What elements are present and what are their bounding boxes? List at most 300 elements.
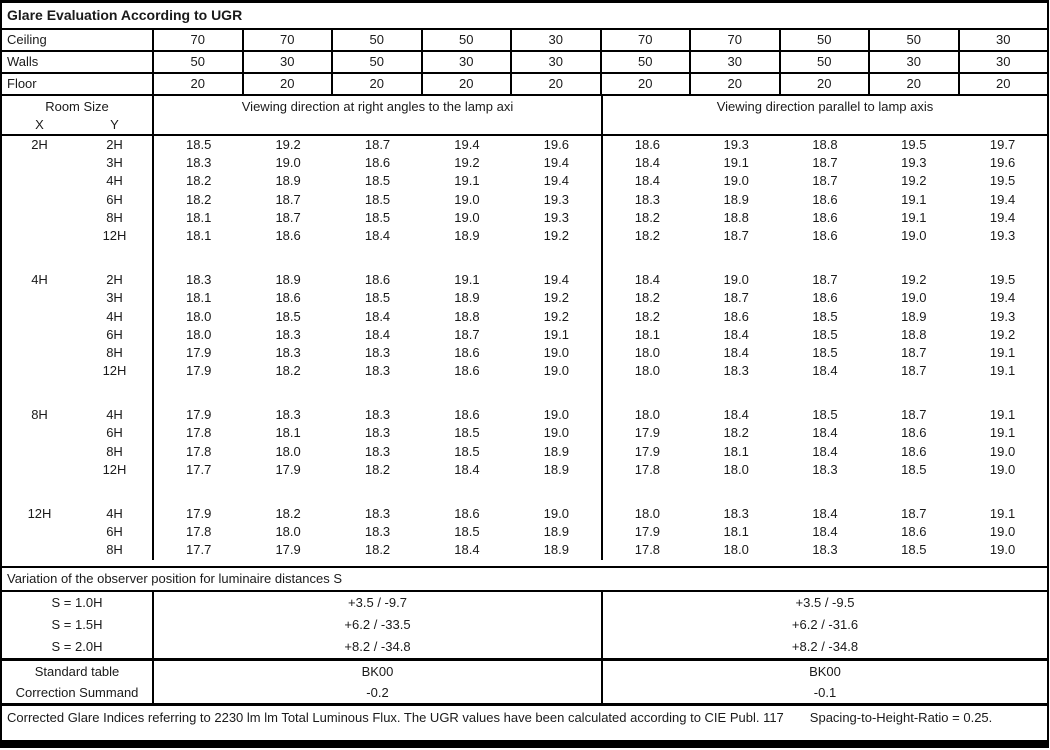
- ugr-value-cell: 18.1: [634, 326, 661, 342]
- ugr-value-cell: 18.8: [812, 137, 838, 152]
- ugr-value-cell: 19.4: [989, 191, 1016, 207]
- room-size-cell: [2, 154, 154, 172]
- room-x-label: [2, 209, 77, 227]
- gap-cell: [2, 479, 154, 505]
- ugr-value-cell: 18.4: [723, 344, 749, 360]
- room-size-cell: [2, 541, 154, 559]
- gap-cell: [154, 380, 603, 406]
- ugr-row: [2, 344, 1047, 362]
- ugr-value-cell: 18.9: [454, 290, 480, 306]
- ugr-value-cell: 18.1: [723, 524, 749, 540]
- ugr-value-cell: 18.0: [186, 326, 212, 342]
- ugr-value-cell: 18.6: [454, 344, 480, 360]
- room-size-cell: [2, 443, 154, 461]
- ugr-row: [2, 406, 1047, 424]
- surface-value-cell: 20: [512, 74, 602, 94]
- ugr-value-cell: 19.0: [723, 173, 749, 189]
- ugr-values-left: [154, 406, 603, 424]
- ugr-value-cell: 18.5: [186, 137, 212, 152]
- ugr-values-left: [154, 308, 603, 326]
- surface-row-label: Ceiling: [2, 30, 154, 50]
- ugr-value-cell: 19.3: [543, 191, 569, 207]
- variation-rows: [2, 592, 1047, 661]
- ugr-value-cell: 18.1: [186, 227, 212, 243]
- ugr-value-cell: 18.4: [634, 272, 661, 288]
- ugr-value-cell: 18.1: [723, 443, 749, 459]
- ugr-value-cell: 19.3: [723, 137, 749, 152]
- ugr-row: [2, 362, 1047, 380]
- ugr-values-left: [154, 344, 603, 362]
- surface-value-cell: 70: [154, 30, 244, 50]
- surface-value-cell: 70: [691, 30, 781, 50]
- room-x-label: [2, 424, 77, 442]
- ugr-value-cell: 19.1: [901, 209, 927, 225]
- ugr-row: [2, 172, 1047, 190]
- ugr-value-cell: 17.7: [186, 461, 212, 477]
- gap-cell: [603, 245, 1047, 271]
- ugr-value-cell: 19.0: [989, 443, 1016, 459]
- ugr-value-cell: 18.6: [454, 506, 480, 521]
- ugr-value-cell: 18.4: [634, 173, 661, 189]
- ugr-value-cell: 18.2: [364, 542, 391, 558]
- ugr-value-cell: 19.7: [989, 137, 1016, 152]
- ugr-value-cell: 18.2: [634, 308, 661, 324]
- room-size-cell: [2, 172, 154, 190]
- spacing-ratio-text: Spacing-to-Height-Ratio = 0.25.: [809, 709, 993, 725]
- room-x-label: [2, 289, 77, 307]
- ugr-row: [2, 191, 1047, 209]
- ugr-value-cell: 18.5: [901, 461, 927, 477]
- room-x-label: [2, 461, 77, 479]
- ugr-value-cell: 19.4: [543, 272, 569, 288]
- ugr-value-cell: 19.1: [989, 407, 1016, 423]
- ugr-values-right: [603, 154, 1047, 172]
- ugr-value-cell: 17.9: [634, 524, 661, 540]
- room-size-cell: [2, 505, 154, 523]
- ugr-value-cell: 18.4: [812, 524, 838, 540]
- room-size-cell: [2, 227, 154, 245]
- ugr-value-cell: 18.8: [723, 209, 749, 225]
- ugr-value-cell: 19.1: [543, 326, 569, 342]
- room-size-cell: [2, 308, 154, 326]
- ugr-values-right: [603, 406, 1047, 424]
- room-x-label: [2, 326, 77, 344]
- ugr-value-cell: 18.4: [454, 461, 480, 477]
- ugr-value-cell: 18.3: [812, 461, 838, 477]
- ugr-value-cell: 18.7: [812, 173, 838, 189]
- variation-row-right-value: +3.5 / -9.5: [795, 594, 855, 610]
- ugr-value-cell: 18.3: [364, 344, 391, 360]
- ugr-value-cell: 18.2: [275, 506, 301, 521]
- ugr-value-cell: 19.2: [275, 137, 301, 152]
- ugr-value-cell: 18.2: [186, 191, 212, 207]
- ugr-row: [2, 227, 1047, 245]
- ugr-value-cell: 17.8: [186, 425, 212, 441]
- ugr-value-cell: 17.9: [186, 506, 212, 521]
- ugr-values-right: [603, 424, 1047, 442]
- ugr-value-cell: 18.6: [454, 407, 480, 423]
- ugr-values-left: [154, 172, 603, 190]
- x-header-label: X: [35, 117, 44, 132]
- viewing-direction-parallel-heading: Viewing direction parallel to lamp axis: [716, 99, 934, 114]
- surface-row: [2, 52, 1047, 74]
- surface-value-cell: 30: [244, 52, 334, 72]
- column-header-row: [2, 96, 1047, 136]
- surface-value-cell: 20: [423, 74, 513, 94]
- surface-value-cell: 50: [781, 30, 871, 50]
- room-y-label: 8H: [106, 344, 123, 360]
- ugr-values-right: [603, 344, 1047, 362]
- variation-row: [2, 592, 1047, 614]
- room-x-label: [2, 154, 77, 172]
- table-title: Glare Evaluation According to UGR: [2, 3, 1047, 30]
- gap-cell: [154, 245, 603, 271]
- surface-value-cell: 50: [781, 52, 871, 72]
- summary-row-right-value: -0.1: [813, 684, 837, 700]
- ugr-value-cell: 18.3: [186, 272, 212, 288]
- ugr-value-cell: 19.4: [543, 173, 569, 189]
- ugr-value-cell: 19.3: [989, 308, 1016, 324]
- ugr-value-cell: 18.9: [543, 542, 569, 558]
- surface-value-cell: 50: [333, 30, 423, 50]
- room-size-cell: [2, 424, 154, 442]
- ugr-value-cell: 19.4: [543, 155, 569, 171]
- ugr-value-cell: 19.4: [989, 290, 1016, 306]
- ugr-value-cell: 19.2: [901, 173, 927, 189]
- ugr-value-cell: 18.9: [454, 227, 480, 243]
- ugr-value-cell: 18.9: [543, 443, 569, 459]
- room-x-label: [2, 344, 77, 362]
- footer-note: [2, 706, 1047, 740]
- ugr-value-cell: 19.0: [901, 290, 927, 306]
- room-size-cell: [2, 136, 154, 154]
- surface-value-cell: 50: [602, 52, 692, 72]
- ugr-value-cell: 17.8: [186, 524, 212, 540]
- variation-row-right-value: +8.2 / -34.8: [791, 638, 859, 654]
- ugr-value-cell: 18.5: [812, 407, 838, 423]
- ugr-value-cell: 18.2: [634, 209, 661, 225]
- ugr-value-cell: 18.6: [812, 290, 838, 306]
- variation-heading: Variation of the observer position for luminaire distances S: [2, 568, 1047, 592]
- ugr-value-cell: 18.1: [186, 290, 212, 306]
- ugr-values-body: [2, 136, 1047, 568]
- ugr-value-cell: 19.2: [543, 290, 569, 306]
- surface-row-label: Walls: [2, 52, 154, 72]
- room-x-label: [2, 541, 77, 559]
- room-y-label: 4H: [106, 173, 123, 189]
- surface-value-cell: 30: [691, 52, 781, 72]
- ugr-value-cell: 18.9: [543, 461, 569, 477]
- ugr-value-cell: 18.7: [723, 227, 749, 243]
- room-size-cell: [2, 344, 154, 362]
- ugr-values-right: [603, 461, 1047, 479]
- ugr-value-cell: 19.2: [543, 227, 569, 243]
- ugr-values-right: [603, 172, 1047, 190]
- ugr-value-cell: 18.7: [901, 506, 927, 521]
- ugr-value-cell: 18.5: [275, 308, 301, 324]
- ugr-value-cell: 19.1: [989, 344, 1016, 360]
- room-size-cell: [2, 362, 154, 380]
- ugr-value-cell: 18.3: [364, 443, 391, 459]
- room-size-cell: [2, 191, 154, 209]
- ugr-value-cell: 17.9: [634, 443, 661, 459]
- surface-value-cell: 30: [870, 52, 960, 72]
- ugr-value-cell: 18.6: [812, 191, 838, 207]
- room-size-header: [2, 96, 154, 134]
- ugr-value-cell: 18.0: [634, 506, 661, 521]
- summary-row-left-value: -0.2: [154, 682, 603, 703]
- y-header-label: Y: [110, 117, 119, 132]
- ugr-value-cell: 18.6: [812, 209, 838, 225]
- ugr-value-cell: 18.9: [901, 308, 927, 324]
- surface-value-cell: 20: [996, 76, 1011, 91]
- surface-value-cell: 70: [602, 30, 692, 50]
- ugr-value-cell: 18.5: [454, 443, 480, 459]
- ugr-values-left: [154, 227, 603, 245]
- variation-row: [2, 614, 1047, 636]
- room-size-cell: [2, 523, 154, 541]
- room-y-label: 8H: [106, 443, 123, 459]
- room-y-label: 8H: [106, 542, 123, 558]
- ugr-value-cell: 18.0: [723, 542, 749, 558]
- summary-row-left-value: BK00: [154, 661, 603, 682]
- ugr-values-right: [603, 209, 1047, 227]
- gap-cell: [603, 479, 1047, 505]
- ugr-value-cell: 19.0: [454, 209, 480, 225]
- ugr-value-cell: 19.2: [454, 155, 480, 171]
- variation-row-label: S = 1.0H: [2, 592, 154, 614]
- room-y-label: 12H: [102, 461, 127, 477]
- ugr-row: [2, 209, 1047, 227]
- ugr-value-cell: 19.3: [989, 227, 1016, 243]
- ugr-value-cell: 18.4: [364, 308, 391, 324]
- ugr-value-cell: 18.5: [454, 425, 480, 441]
- ugr-values-left: [154, 271, 603, 289]
- variation-row-label: S = 1.5H: [2, 614, 154, 636]
- ugr-values-right: [603, 136, 1047, 154]
- ugr-value-cell: 19.0: [989, 461, 1016, 477]
- room-x-label: [2, 227, 77, 245]
- ugr-value-cell: 18.3: [634, 191, 661, 207]
- variation-row-left-value: +8.2 / -34.8: [154, 636, 603, 658]
- ugr-value-cell: 18.5: [454, 524, 480, 540]
- ugr-values-left: [154, 461, 603, 479]
- ugr-values-left: [154, 523, 603, 541]
- room-y-label: 2H: [106, 272, 123, 288]
- ugr-row: [2, 461, 1047, 479]
- ugr-value-cell: 18.0: [275, 524, 301, 540]
- ugr-value-cell: 18.5: [812, 308, 838, 324]
- ugr-value-cell: 19.3: [543, 209, 569, 225]
- ugr-value-cell: 18.6: [634, 137, 661, 152]
- ugr-value-cell: 18.1: [275, 425, 301, 441]
- ugr-value-cell: 18.6: [812, 227, 838, 243]
- ugr-value-cell: 19.1: [723, 155, 749, 171]
- ugr-value-cell: 18.6: [364, 272, 391, 288]
- ugr-value-cell: 17.9: [634, 425, 661, 441]
- ugr-value-cell: 19.1: [989, 425, 1016, 441]
- gap-cell: [2, 380, 154, 406]
- ugr-values-left: [154, 154, 603, 172]
- ugr-value-cell: 19.1: [989, 363, 1016, 379]
- gap-cell: [2, 245, 154, 271]
- ugr-values-right: [603, 227, 1047, 245]
- ugr-value-cell: 18.0: [186, 308, 212, 324]
- room-size-label: Room Size: [45, 99, 109, 114]
- variation-row-right-value: +6.2 / -31.6: [791, 616, 859, 632]
- ugr-value-cell: 17.9: [275, 542, 301, 558]
- ugr-value-cell: 19.2: [989, 326, 1016, 342]
- summary-rows: [2, 661, 1047, 706]
- room-y-label: 6H: [106, 326, 123, 342]
- ugr-row: [2, 289, 1047, 307]
- surface-value-cell: 50: [154, 52, 244, 72]
- ugr-value-cell: 19.0: [989, 542, 1016, 558]
- ugr-value-cell: 18.3: [186, 155, 212, 171]
- ugr-value-cell: 18.4: [812, 425, 838, 441]
- ugr-value-cell: 17.8: [186, 443, 212, 459]
- room-size-cell: [2, 406, 154, 424]
- ugr-value-cell: 18.2: [634, 290, 661, 306]
- ugr-value-cell: 18.5: [364, 290, 391, 306]
- ugr-value-cell: 18.7: [901, 344, 927, 360]
- ugr-value-cell: 19.4: [989, 209, 1016, 225]
- ugr-value-cell: 19.0: [543, 344, 569, 360]
- room-size-cell: [2, 209, 154, 227]
- xy-header-row: [2, 116, 152, 134]
- surface-value-cell: 30: [512, 30, 602, 50]
- ugr-value-cell: 17.9: [186, 344, 212, 360]
- surface-row: [2, 74, 1047, 96]
- ugr-value-cell: 19.0: [901, 227, 927, 243]
- ugr-value-cell: 18.7: [901, 363, 927, 379]
- ugr-values-left: [154, 209, 603, 227]
- ugr-row: [2, 443, 1047, 461]
- room-y-label: 12H: [102, 363, 127, 379]
- surface-value-cell: 30: [423, 52, 513, 72]
- ugr-values-left: [154, 136, 603, 154]
- ugr-value-cell: 18.3: [275, 344, 301, 360]
- variation-row: [2, 636, 1047, 658]
- surface-value-cell: 20: [691, 74, 781, 94]
- surface-value-cell: 20: [154, 74, 244, 94]
- room-y-label: 12H: [102, 227, 127, 243]
- ugr-value-cell: 18.7: [275, 191, 301, 207]
- ugr-value-cell: 19.6: [989, 155, 1016, 171]
- ugr-value-cell: 18.0: [634, 407, 661, 423]
- ugr-value-cell: 18.4: [812, 506, 838, 521]
- summary-row-label: Correction Summand: [2, 682, 154, 703]
- variation-row-label: S = 2.0H: [2, 636, 154, 658]
- room-x-label: [2, 308, 77, 326]
- ugr-value-cell: 18.7: [454, 326, 480, 342]
- ugr-row: [2, 505, 1047, 523]
- ugr-values-right: [603, 443, 1047, 461]
- ugr-value-cell: 18.6: [901, 524, 927, 540]
- ugr-value-cell: 19.6: [543, 137, 569, 152]
- ugr-value-cell: 17.8: [634, 461, 661, 477]
- room-y-label: 6H: [106, 524, 123, 540]
- room-x-label: 8H: [31, 407, 48, 423]
- variation-row-left-value: +3.5 / -9.7: [154, 592, 603, 614]
- ugr-value-cell: 18.6: [901, 443, 927, 459]
- surface-value-cell: 30: [512, 52, 602, 72]
- ugr-value-cell: 18.3: [364, 363, 391, 379]
- ugr-value-cell: 19.1: [989, 506, 1016, 521]
- ugr-value-cell: 18.2: [364, 461, 391, 477]
- surface-reflectance-rows: [2, 30, 1047, 96]
- room-y-label: 4H: [106, 407, 123, 423]
- ugr-values-right: [603, 505, 1047, 523]
- ugr-value-cell: 18.6: [454, 363, 480, 379]
- room-size-cell: [2, 461, 154, 479]
- ugr-value-cell: 18.6: [364, 155, 391, 171]
- ugr-value-cell: 18.7: [723, 290, 749, 306]
- room-y-label: 3H: [106, 155, 123, 171]
- ugr-values-left: [154, 443, 603, 461]
- room-x-label: [2, 191, 77, 209]
- ugr-values-right: [603, 308, 1047, 326]
- summary-row-label: Standard table: [2, 661, 154, 682]
- room-x-label: 2H: [31, 137, 48, 152]
- surface-row: [2, 30, 1047, 52]
- ugr-value-cell: 19.0: [989, 524, 1016, 540]
- ugr-value-cell: 19.1: [454, 173, 480, 189]
- room-x-label: [2, 523, 77, 541]
- ugr-value-cell: 19.5: [989, 173, 1016, 189]
- surface-value-cell: 50: [870, 30, 960, 50]
- gap-cell: [154, 479, 603, 505]
- ugr-row: [2, 424, 1047, 442]
- ugr-value-cell: 18.7: [812, 272, 838, 288]
- surface-value-cell: 50: [333, 52, 423, 72]
- ugr-value-cell: 18.6: [901, 425, 927, 441]
- ugr-value-cell: 18.6: [275, 290, 301, 306]
- ugr-value-cell: 18.2: [275, 363, 301, 379]
- ugr-values-left: [154, 191, 603, 209]
- ugr-value-cell: 19.0: [454, 191, 480, 207]
- ugr-value-cell: 18.2: [723, 425, 749, 441]
- ugr-value-cell: 18.7: [364, 137, 391, 152]
- room-y-label: 6H: [106, 191, 123, 207]
- ugr-value-cell: 18.7: [275, 209, 301, 225]
- surface-value-cell: 20: [781, 74, 871, 94]
- room-y-label: 3H: [106, 290, 123, 306]
- ugr-value-cell: 18.4: [364, 227, 391, 243]
- ugr-value-cell: 17.9: [275, 461, 301, 477]
- summary-row-right-value: BK00: [809, 663, 841, 679]
- footer-text: Corrected Glare Indices referring to 2230 lm lm Total Luminous Flux. The UGR values have been calculated according to CIE Publ. 117: [7, 709, 784, 725]
- surface-value-cell: 20: [333, 74, 423, 94]
- surface-value-cell: 70: [244, 30, 334, 50]
- ugr-value-cell: 19.0: [275, 155, 301, 171]
- ugr-row: [2, 326, 1047, 344]
- ugr-value-cell: 19.2: [901, 272, 927, 288]
- ugr-values-right: [603, 271, 1047, 289]
- ugr-value-cell: 18.5: [812, 344, 838, 360]
- ugr-value-cell: 18.0: [723, 461, 749, 477]
- ugr-value-cell: 19.0: [723, 272, 749, 288]
- ugr-value-cell: 18.3: [364, 407, 391, 423]
- ugr-value-cell: 18.3: [364, 425, 391, 441]
- ugr-value-cell: 18.5: [364, 173, 391, 189]
- ugr-values-left: [154, 362, 603, 380]
- ugr-value-cell: 18.4: [723, 326, 749, 342]
- summary-row: [2, 661, 1047, 682]
- ugr-row: [2, 154, 1047, 172]
- ugr-value-cell: 18.2: [634, 227, 661, 243]
- ugr-value-cell: 18.3: [364, 524, 391, 540]
